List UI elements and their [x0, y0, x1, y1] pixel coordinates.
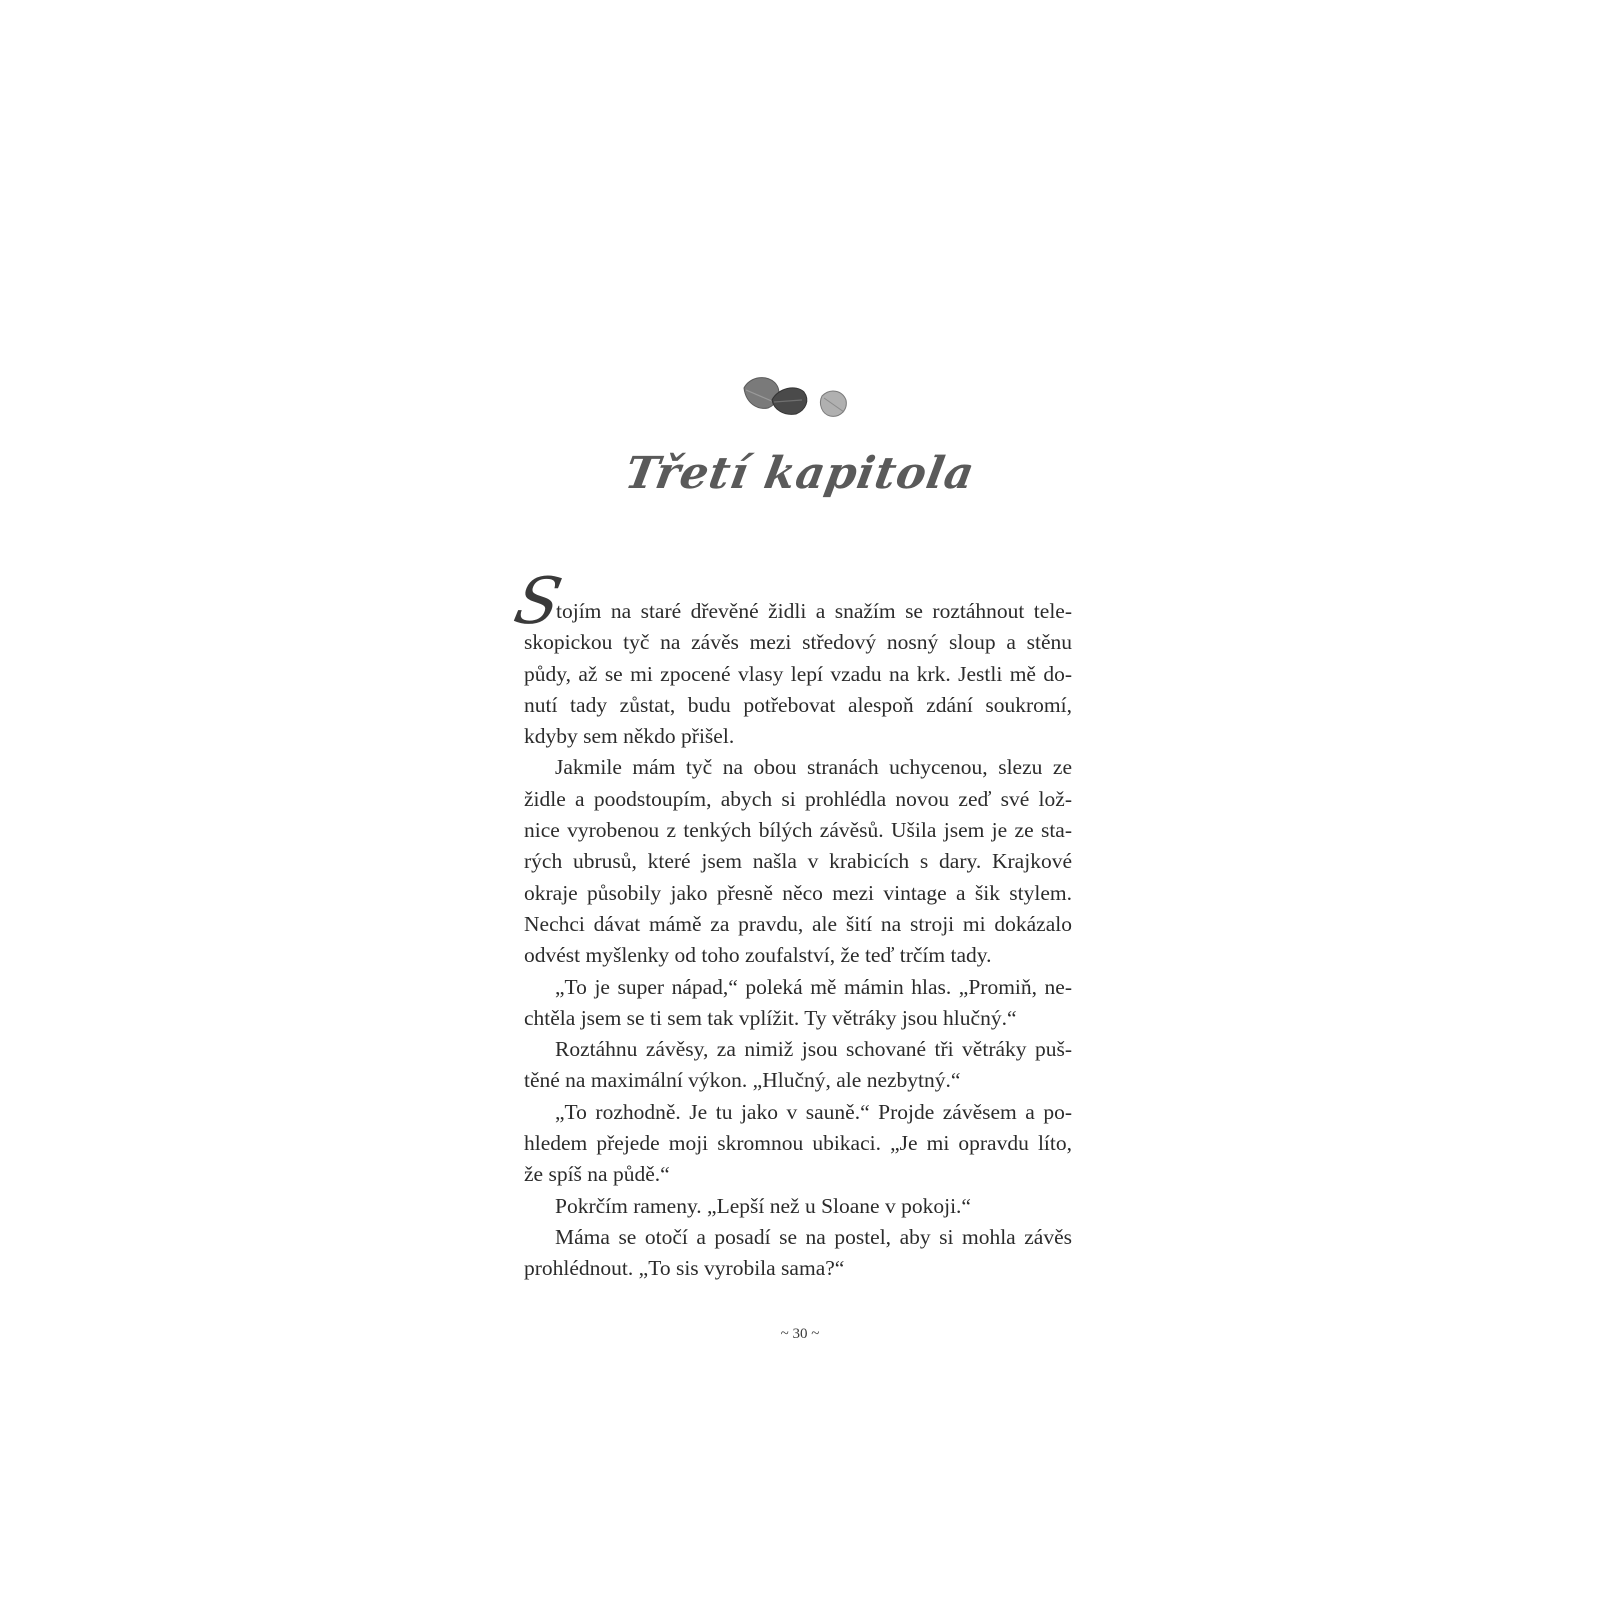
autumn-leaves-icon [738, 370, 866, 428]
text-line: těné na maximální výkon. „Hlučný, ale nezbytný.“ [524, 1068, 961, 1093]
text-line: kdyby sem někdo přišel. [524, 724, 735, 749]
text-line: tojím na staré dřevěné židli a snažím se roztáhnout tele- [556, 599, 1072, 623]
text-line: nutí tady zůstat, budu potřebovat alespoň zdání soukromí, [524, 692, 1072, 717]
text-line: Roztáhnu závěsy, za nimiž jsou schované tři větráky puš- [555, 1037, 1072, 1062]
text-line: „To je super nápad,“ poleká mě mámin hlas. „Promiň, ne- [555, 974, 1072, 999]
drop-cap: S [508, 565, 568, 639]
text-line: prohlédnout. „To sis vyrobila sama?“ [524, 1256, 845, 1281]
text-line: rých ubrusů, které jsem našla v krabicích s dary. Krajkové [524, 849, 1072, 874]
text-line: hledem přejede moji skromnou ubikaci. „Je mi opravdu líto, [524, 1131, 1072, 1156]
chapter-title: Třetí kapitola [621, 448, 979, 499]
text-line: Máma se otočí a posadí se na postel, aby si mohla závěs [555, 1224, 1072, 1249]
page-number: ~ 30 ~ [780, 1326, 820, 1342]
text-line: Nechci dávat mámě za pravdu, ale šití na stroji mi dokázalo [524, 911, 1072, 936]
text-line: skopickou tyč na závěs mezi středový nosný sloup a stěnu [524, 630, 1072, 655]
text-line: Pokrčím rameny. „Lepší než u Sloane v pokoji.“ [555, 1193, 971, 1218]
text-line: nice vyrobenou z tenkých bílých závěsů. Ušila jsem je ze sta- [524, 818, 1072, 843]
text-line: židle a poodstoupím, abych si prohlédla novou zeď své lož- [524, 786, 1072, 811]
text-line: chtěla jsem se ti sem tak vplížit. Ty větráky jsou hlučný.“ [524, 1005, 1017, 1030]
text-line: okraje působily jako přesně něco mezi vintage a šik stylem. [524, 880, 1072, 905]
body-text [524, 596, 1072, 1285]
text-line: „To rozhodně. Je tu jako v sauně.“ Projde závěsem a po- [555, 1099, 1072, 1124]
text-line: půdy, až se mi zpocené vlasy lepí vzadu na krk. Jestli mě do- [524, 661, 1072, 686]
text-line: odvést myšlenky od toho zoufalství, že teď trčím tady. [524, 943, 992, 968]
text-line: že spíš na půdě.“ [524, 1162, 670, 1187]
text-line: Jakmile mám tyč na obou stranách uchycenou, slezu ze [555, 755, 1072, 780]
